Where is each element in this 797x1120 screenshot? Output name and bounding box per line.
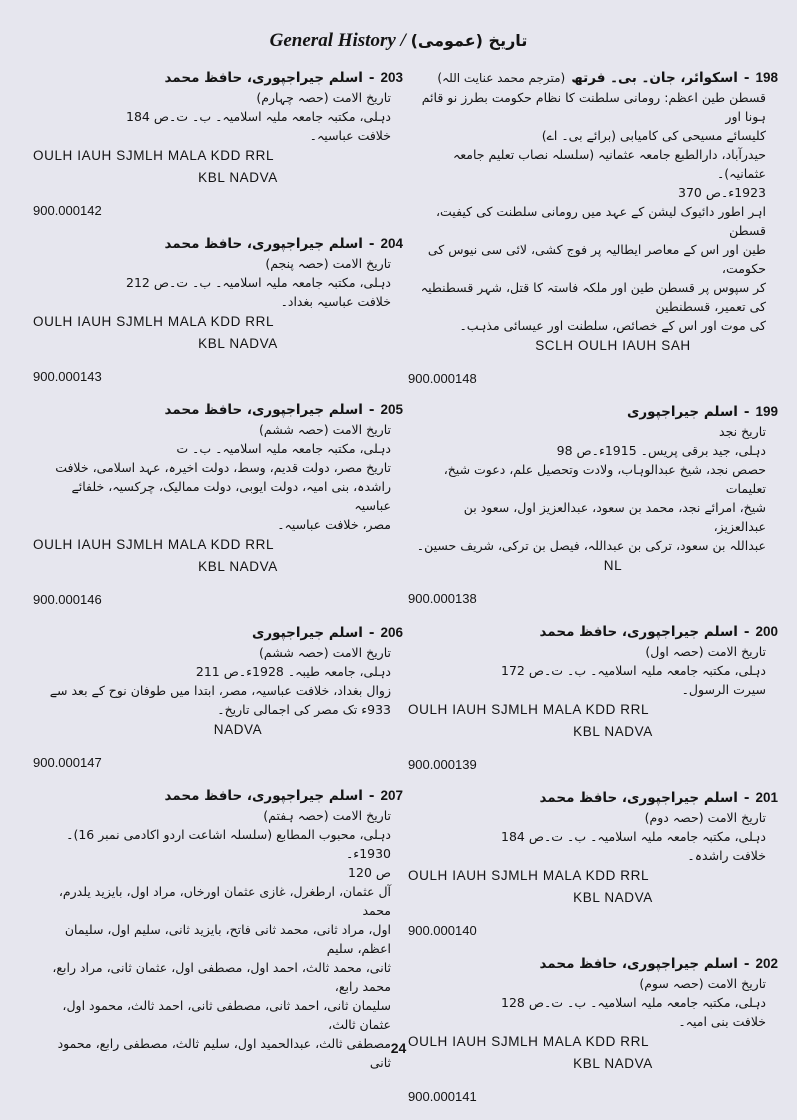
accession-number: 900.000139 xyxy=(408,757,477,772)
entry-author: اسلم جیراجپوری xyxy=(252,625,363,641)
accession-number: 900.000141 xyxy=(408,1089,477,1104)
entry-separator: - xyxy=(368,788,375,804)
accession-number: 900.000146 xyxy=(33,592,102,607)
entry-line: حیدرآباد، دارالطبع جامعہ عثمانیہ (سلسلہ نصاب تعلیم جامعہ عثمانیہ)۔ xyxy=(452,147,766,181)
entry-line: مصطفی ثالث، عبدالحمید اول، سلیم ثالث، مصطفی رابع، محمود ثانی xyxy=(57,1036,391,1070)
entry-line: دہلی، مکتبہ جامعہ ملیہ اسلامیہ۔ ب۔ ت۔ص 184 xyxy=(126,109,391,124)
entry-line: تاریخ الامت (حصہ پنجم) xyxy=(265,256,391,271)
page-title xyxy=(0,30,797,52)
catalog-entry xyxy=(408,68,778,386)
entry-line: دہلی، مکتبہ جامعہ ملیہ اسلامیہ۔ ب۔ ت xyxy=(176,441,391,456)
entry-separator: - xyxy=(743,70,750,86)
left-column xyxy=(33,68,403,1088)
entry-separator: - xyxy=(743,404,750,420)
entry-author: اسکوائر، جان۔ بی۔ فرتھ xyxy=(571,70,738,86)
entry-author: اسلم جیراجپوری xyxy=(627,404,738,420)
library-codes: OULH IAUH SJMLH MALA KDD RRL xyxy=(408,1034,650,1049)
entry-line: دہلی، مکتبہ جامعہ ملیہ اسلامیہ۔ ب۔ ت۔ص 212 xyxy=(126,275,391,290)
entry-line: راشدہ، بنی امیہ، دولت ایوبی، دولت ممالیک، چرکسیہ، خلفائے عباسیہ xyxy=(71,479,391,513)
entry-author: اسلم جیراجپوری، حافظ محمد xyxy=(164,236,363,252)
catalog-entry xyxy=(408,622,778,772)
catalog-entry xyxy=(408,954,778,1104)
entry-heading xyxy=(408,622,778,642)
catalog-entry xyxy=(33,623,403,770)
entry-heading xyxy=(33,400,403,420)
entry-heading xyxy=(408,68,778,88)
entry-line: تاریخ الامت (حصہ سوم) xyxy=(639,976,766,991)
library-codes: OULH IAUH SJMLH MALA KDD RRL xyxy=(408,868,650,883)
entry-line: کر سپوس پر قسطن طین اور ملکہ فاستہ کا قتل، شہر قسطنطیہ کی تعمیر، قسطنطین xyxy=(420,280,766,314)
entry-author: اسلم جیراجپوری، حافظ محمد xyxy=(164,788,363,804)
title-urdu: تاریخ (عمومی) xyxy=(410,31,528,50)
catalog-entry xyxy=(408,788,778,938)
entry-number: 198 xyxy=(755,70,778,85)
library-codes: NL xyxy=(603,558,623,573)
entry-heading xyxy=(33,234,403,254)
entry-line: آل عثمان، ارطغرل، غازی عثمان اورخاں، مراد اول، بایزید یلدرم، محمد xyxy=(58,884,391,918)
entry-number: 205 xyxy=(380,402,403,417)
catalog-entry xyxy=(33,234,403,384)
library-codes: OULH IAUH SJMLH MALA KDD RRL xyxy=(33,537,275,552)
entry-line: 1923ء۔ص 370 xyxy=(678,185,766,200)
entry-line: دہلی، مکتبہ جامعہ ملیہ اسلامیہ۔ ب۔ ت۔ص 128 xyxy=(501,995,766,1010)
entry-separator: - xyxy=(368,625,375,641)
entry-number: 199 xyxy=(755,404,778,419)
entry-line: کلیسائے مسیحی کی کامیابی (برائے بی۔ اے) xyxy=(541,128,766,143)
entry-number: 200 xyxy=(755,624,778,639)
entry-heading xyxy=(33,68,403,88)
entry-separator: - xyxy=(743,790,750,806)
accession-number: 900.000140 xyxy=(408,923,477,938)
entry-line: طین اور اس کے معاصر ایطالیہ پر فوج کشی، لائی سی نیوس کی حکومت، xyxy=(427,242,766,276)
entry-line: اہر اطور دائیوک لیشن کے عہد میں رومانی سلطنت کی کیفیت، قسطن xyxy=(435,204,766,238)
entry-line: قسطن طین اعظم: رومانی سلطنت کا نظام حکومت بطرز نو قائم ہونا اور xyxy=(421,90,766,124)
entry-separator: - xyxy=(368,70,375,86)
entry-line: 933ء تک مصر کی اجمالی تاریخ۔ xyxy=(217,702,391,717)
library-codes-secondary: KBL NADVA xyxy=(573,890,653,905)
catalog-entry xyxy=(33,400,403,607)
entry-line: اول، مراد ثانی، محمد ثانی فاتح، بایزید ثانی، سلیم اول، سلیمان اعظم، سلیم xyxy=(64,922,391,956)
entry-author: اسلم جیراجپوری، حافظ محمد xyxy=(539,956,738,972)
entry-line: تاریخ الامت (حصہ دوم) xyxy=(644,810,766,825)
entry-line: دہلی، جامعہ طیبہ۔ 1928ء۔ص 211 xyxy=(195,664,391,679)
library-codes-secondary: KBL NADVA xyxy=(198,559,278,574)
entry-line: دہلی، مکتبہ جامعہ ملیہ اسلامیہ۔ ب۔ ت۔ص 172 xyxy=(501,663,766,678)
entry-line: تاریخ الامت (حصہ ہفتم) xyxy=(263,808,391,823)
library-codes: SCLH OULH IAUH SAH xyxy=(535,338,691,353)
entry-line: دہلی، محبوب المطابع (سلسلہ اشاعت اردو اکادمی نمبر 16)۔ 1930ء۔ xyxy=(66,827,391,861)
entry-author: اسلم جیراجپوری، حافظ محمد xyxy=(539,790,738,806)
entry-line: عبداللہ بن سعود، ترکی بن عبداللہ، فیصل بن ترکی، شریف حسین۔ xyxy=(416,538,766,553)
entry-number: 203 xyxy=(380,70,403,85)
entry-number: 202 xyxy=(755,956,778,971)
entry-number: 206 xyxy=(380,625,403,640)
title-english: General History / xyxy=(269,30,406,51)
entry-line: تاریخ نجد xyxy=(719,424,766,439)
accession-number: 900.000142 xyxy=(33,203,102,218)
entry-separator: - xyxy=(743,624,750,640)
library-codes-secondary: KBL NADVA xyxy=(198,336,278,351)
entry-line: مصر، خلافت عباسیہ۔ xyxy=(277,517,391,532)
entry-author: اسلم جیراجپوری، حافظ محمد xyxy=(539,624,738,640)
entry-translator: (مترجم محمد عنایت اللہ) xyxy=(437,71,566,85)
entry-line: سلیمان ثانی، احمد ثانی، مصطفی ثانی، احمد ثالث، محمود اول، عثمان ثالث، xyxy=(62,998,391,1032)
entry-line: ص 120 xyxy=(348,865,391,880)
entry-heading xyxy=(408,402,778,422)
accession-number: 900.000148 xyxy=(408,371,477,386)
entry-line: حصص نجد، شیخ عبدالوہاب، ولادت وتحصیل علم، دعوت شیخ، تعلیمات xyxy=(443,462,766,496)
entry-line: خلافت راشدہ۔ xyxy=(687,848,766,863)
entry-number: 201 xyxy=(755,790,778,805)
entry-heading xyxy=(33,623,403,643)
entry-line: زوال بغداد، خلافت عباسیہ، مصر، ابتدا میں طوفان نوح کے بعد سے xyxy=(49,683,391,698)
entry-line: تاریخ الامت (حصہ اول) xyxy=(645,644,766,659)
library-codes: OULH IAUH SJMLH MALA KDD RRL xyxy=(408,702,650,717)
entry-separator: - xyxy=(743,956,750,972)
library-codes: OULH IAUH SJMLH MALA KDD RRL xyxy=(33,314,275,329)
entry-heading xyxy=(33,786,403,806)
library-codes-secondary: KBL NADVA xyxy=(573,1056,653,1071)
accession-number: 900.000138 xyxy=(408,591,477,606)
entry-heading xyxy=(408,954,778,974)
entry-line: خلافت عباسیہ بغداد۔ xyxy=(280,294,391,309)
entry-line: کی موت اور اس کے خصائص، سلطنت اور عیسائی مذہب۔ xyxy=(459,318,766,333)
entry-line: تاریخ مصر، دولت قدیم، وسط، دولت اخیرہ، عہد اسلامی، خلافت xyxy=(55,460,391,475)
right-column xyxy=(408,68,778,1120)
entry-line: تاریخ الامت (حصہ ششم) xyxy=(259,645,391,660)
entry-heading xyxy=(408,788,778,808)
entry-author: اسلم جیراجپوری، حافظ محمد xyxy=(164,402,363,418)
entry-line: شیخ، امرائے نجد، محمد بن سعود، عبدالعزیز اول، سعود بن عبدالعزیز، xyxy=(463,500,766,534)
library-codes-secondary: KBL NADVA xyxy=(198,170,278,185)
entry-number: 204 xyxy=(380,236,403,251)
accession-number: 900.000143 xyxy=(33,369,102,384)
catalog-entry xyxy=(33,786,403,1072)
entry-author: اسلم جیراجپوری، حافظ محمد xyxy=(164,70,363,86)
accession-number: 900.000147 xyxy=(33,755,102,770)
library-codes: OULH IAUH SJMLH MALA KDD RRL xyxy=(33,148,275,163)
entry-line: دہلی، جید برقی پریس۔ 1915ء۔ص 98 xyxy=(556,443,766,458)
entry-line: تاریخ الامت (حصہ چہارم) xyxy=(256,90,391,105)
entry-separator: - xyxy=(368,402,375,418)
library-codes: NADVA xyxy=(213,722,263,737)
library-codes-secondary: KBL NADVA xyxy=(573,724,653,739)
entry-line: سیرت الرسول۔ xyxy=(681,682,766,697)
entry-line: خلافت عباسیہ۔ xyxy=(309,128,391,143)
entry-line: دہلی، مکتبہ جامعہ ملیہ اسلامیہ۔ ب۔ ت۔ص 184 xyxy=(501,829,766,844)
entry-separator: - xyxy=(368,236,375,252)
catalog-entry xyxy=(33,68,403,218)
page-number: 24 xyxy=(390,1040,407,1056)
entry-line: تاریخ الامت (حصہ ششم) xyxy=(259,422,391,437)
entry-line: خلافت بنی امیہ۔ xyxy=(678,1014,766,1029)
entry-line: ثانی، محمد ثالث، احمد اول، مصطفی اول، عثمان ثانی، مراد رابع، محمد رابع، xyxy=(52,960,391,994)
entry-number: 207 xyxy=(380,788,403,803)
catalog-entry xyxy=(408,402,778,606)
